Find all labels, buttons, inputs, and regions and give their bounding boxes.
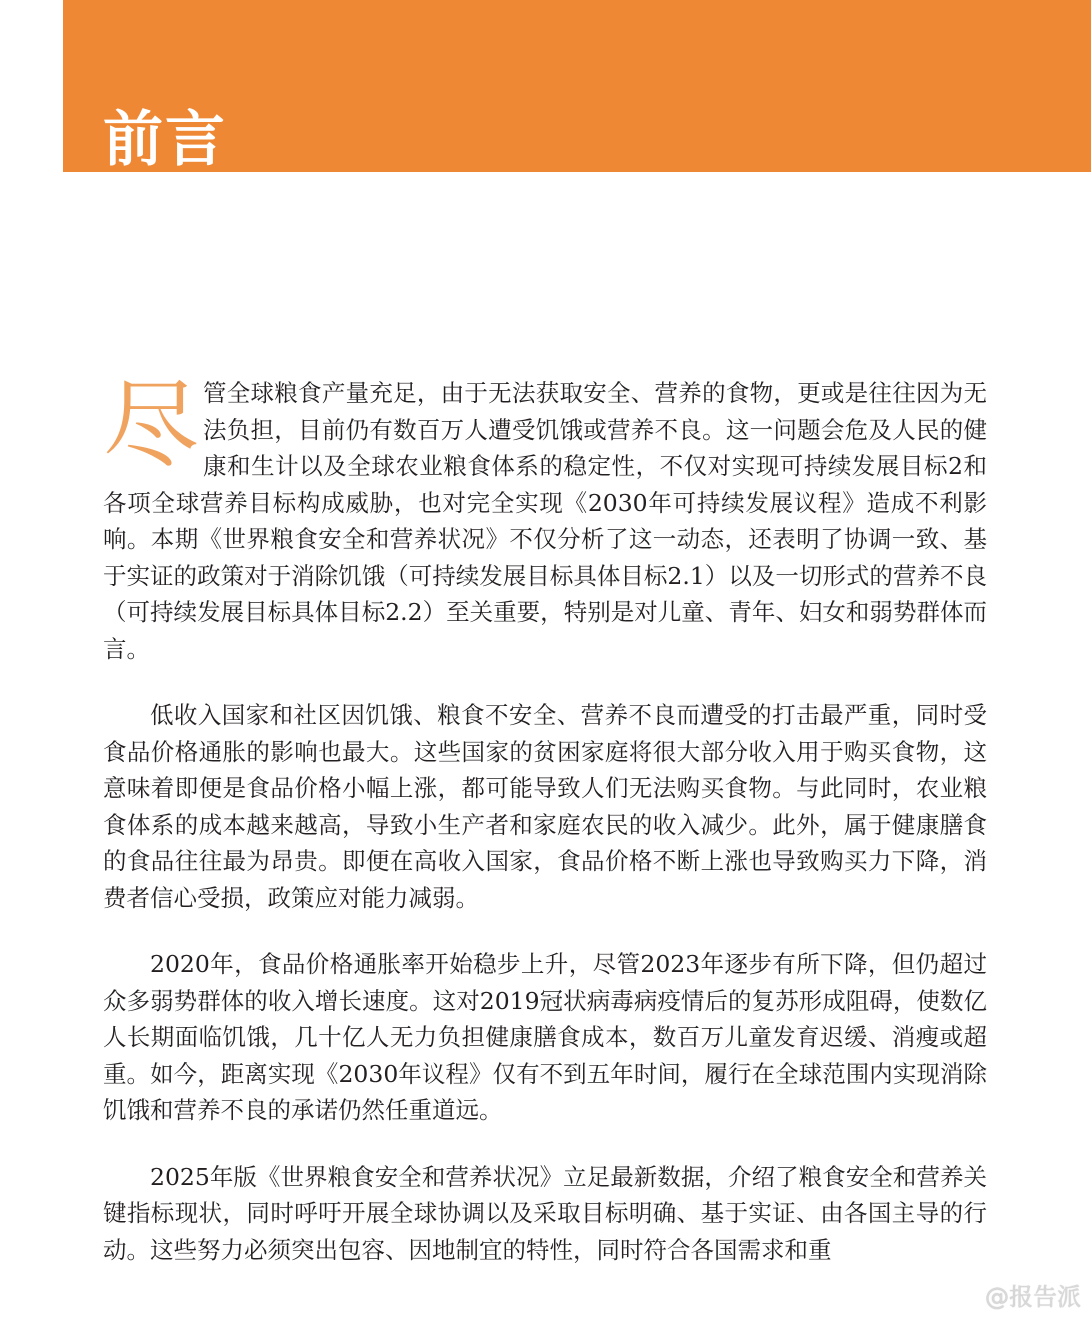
intro-text: 管全球粮食产量充足，由于无法获取安全、营养的食物，更或是往往因为无法负担，目前仍有数百万人遭受饥饿或营养不良。这一问题会危及人民的健康和生计以及全球农业粮食体系的稳定性，不仅对实现可持续发展目标2和各项全球营养目标构成威胁，也对完全实现《2030年可持续发展议程》造成不利影响。本期《世界粮食安全和营养状况》不仅分析了这一动态，还表明了协调一致、基于实证的政策对于消除饥饿（可持续发展目标具体目标2.1）以及一切形式的营养不良（可持续发展目标具体目标2.2）至关重要，特别是对儿童、青年、妇女和弱势群体而言。 [103,379,987,663]
paragraph-4: 2025年版《世界粮食安全和营养状况》立足最新数据，介绍了粮食安全和营养关键指标现状，同时呼吁开展全球协调以及采取目标明确、基于实证、由各国主导的行动。这些努力必须突出包容、因地制宜的特性，同时符合各国需求和重 [103,1162,987,1264]
body-text [103,369,987,1298]
page-title: 前言 [103,105,227,175]
paragraph-3: 2020年，食品价格通胀率开始稳步上升，尽管2023年逐步有所下降，但仍超过众多弱势群体的收入增长速度。这对2019冠状病毒病疫情后的复苏形成阻碍，使数亿人长期面临饥饿，几十亿人无力负担健康膳食成本，数百万儿童发育迟缓、消瘦或超重。如今，距离实现《2030年议程》仅有不到五年时间，履行在全球范围内实现消除饥饿和营养不良的承诺仍然任重道远。 [103,950,987,1124]
drop-cap: 尽 [103,369,199,481]
intro-paragraph [103,369,987,667]
watermark: @报告派 [985,1283,1081,1311]
paragraph-2: 低收入国家和社区因饥饿、粮食不安全、营养不良而遭受的打击最严重，同时受食品价格通胀的影响也最大。这些国家的贫困家庭将很大部分收入用于购买食物，这意味着即便是食品价格小幅上涨，都可能导致人们无法购买食物。与此同时，农业粮食体系的成本越来越高，导致小生产者和家庭农民的收入减少。此外，属于健康膳食的食品往往最为昂贵。即便在高收入国家，食品价格不断上涨也导致购买力下降，消费者信心受损，政策应对能力减弱。 [103,701,987,912]
header-band [63,0,1091,175]
